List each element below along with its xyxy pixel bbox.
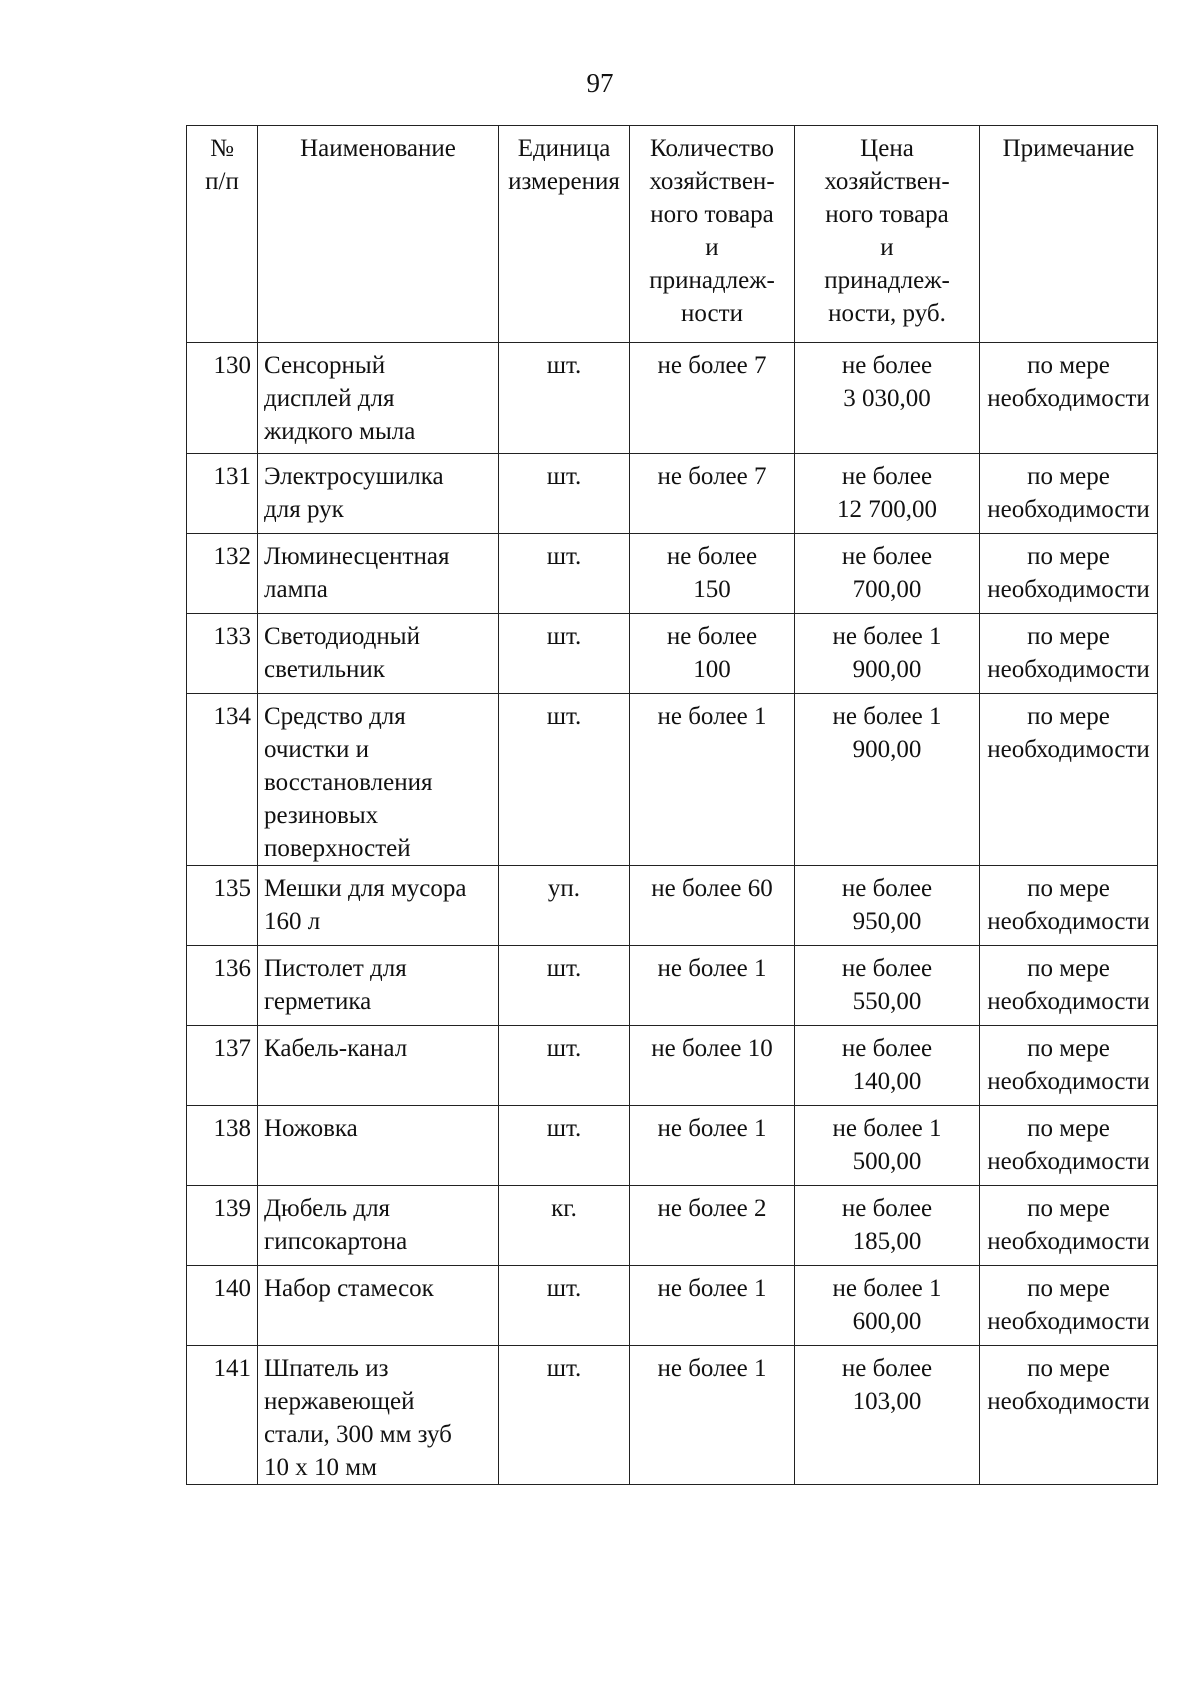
page-number: 97 bbox=[586, 68, 614, 98]
cell-quantity: не более 100 bbox=[630, 614, 795, 694]
cell-price: не более 700,00 bbox=[795, 534, 980, 614]
cell-note: по мере необходимости bbox=[980, 1266, 1158, 1346]
cell-unit: шт. bbox=[499, 534, 630, 614]
table-header-row bbox=[187, 126, 1158, 343]
cell-number: 130 bbox=[187, 343, 258, 454]
cell-note: по мере необходимости bbox=[980, 1186, 1158, 1266]
cell-number: 137 bbox=[187, 1026, 258, 1106]
cell-price: не более 140,00 bbox=[795, 1026, 980, 1106]
cell-note: по мере необходимости bbox=[980, 1106, 1158, 1186]
cell-quantity: не более 1 bbox=[630, 694, 795, 866]
cell-name: Набор стамесок bbox=[258, 1266, 499, 1346]
cell-name: Шпатель из нержавеющей стали, 300 мм зуб 10 х 10 мм bbox=[258, 1346, 499, 1485]
cell-note: по мере необходимости bbox=[980, 614, 1158, 694]
cell-number: 133 bbox=[187, 614, 258, 694]
cell-name: Мешки для мусора 160 л bbox=[258, 866, 499, 946]
cell-number: 135 bbox=[187, 866, 258, 946]
cell-quantity: не более 1 bbox=[630, 1346, 795, 1485]
cell-unit: кг. bbox=[499, 1186, 630, 1266]
cell-quantity: не более 7 bbox=[630, 343, 795, 454]
cell-price: не более 550,00 bbox=[795, 946, 980, 1026]
cell-price: не более 1 900,00 bbox=[795, 694, 980, 866]
cell-unit: шт. bbox=[499, 1266, 630, 1346]
cell-note: по мере необходимости bbox=[980, 343, 1158, 454]
cell-note: по мере необходимости bbox=[980, 1346, 1158, 1485]
cell-name: Ножовка bbox=[258, 1106, 499, 1186]
cell-price: не более 1 900,00 bbox=[795, 614, 980, 694]
table-row bbox=[187, 614, 1158, 694]
cell-price: не более 12 700,00 bbox=[795, 454, 980, 534]
cell-quantity: не более 2 bbox=[630, 1186, 795, 1266]
cell-quantity: не более 150 bbox=[630, 534, 795, 614]
table-row bbox=[187, 1186, 1158, 1266]
table-row bbox=[187, 1106, 1158, 1186]
table-row bbox=[187, 694, 1158, 866]
cell-quantity: не более 1 bbox=[630, 946, 795, 1026]
cell-unit: шт. bbox=[499, 694, 630, 866]
header-note: Примечание bbox=[980, 126, 1158, 343]
cell-number: 141 bbox=[187, 1346, 258, 1485]
table-row bbox=[187, 1266, 1158, 1346]
cell-quantity: не более 1 bbox=[630, 1266, 795, 1346]
table-row bbox=[187, 454, 1158, 534]
cell-unit: шт. bbox=[499, 614, 630, 694]
cell-number: 131 bbox=[187, 454, 258, 534]
cell-unit: шт. bbox=[499, 454, 630, 534]
cell-name: Сенсорный дисплей для жидкого мыла bbox=[258, 343, 499, 454]
cell-quantity: не более 1 bbox=[630, 1106, 795, 1186]
cell-note: по мере необходимости bbox=[980, 454, 1158, 534]
cell-note: по мере необходимости bbox=[980, 866, 1158, 946]
cell-number: 134 bbox=[187, 694, 258, 866]
cell-name: Средство для очистки и восстановления резиновых поверхностей bbox=[258, 694, 499, 866]
cell-name: Кабель-канал bbox=[258, 1026, 499, 1106]
cell-price: не более 185,00 bbox=[795, 1186, 980, 1266]
header-number: № п/п bbox=[187, 126, 258, 343]
goods-table bbox=[186, 125, 1158, 1485]
cell-unit: уп. bbox=[499, 866, 630, 946]
cell-note: по мере необходимости bbox=[980, 534, 1158, 614]
cell-note: по мере необходимости bbox=[980, 946, 1158, 1026]
cell-number: 132 bbox=[187, 534, 258, 614]
cell-price: не более 950,00 bbox=[795, 866, 980, 946]
table-row bbox=[187, 343, 1158, 454]
cell-note: по мере необходимости bbox=[980, 1026, 1158, 1106]
table-body bbox=[187, 343, 1158, 1485]
cell-name: Пистолет для герметика bbox=[258, 946, 499, 1026]
cell-unit: шт. bbox=[499, 1026, 630, 1106]
cell-price: не более 3 030,00 bbox=[795, 343, 980, 454]
table-row bbox=[187, 1346, 1158, 1485]
cell-note: по мере необходимости bbox=[980, 694, 1158, 866]
cell-price: не более 1 600,00 bbox=[795, 1266, 980, 1346]
table-row bbox=[187, 866, 1158, 946]
cell-number: 136 bbox=[187, 946, 258, 1026]
cell-name: Электросушилка для рук bbox=[258, 454, 499, 534]
cell-price: не более 1 500,00 bbox=[795, 1106, 980, 1186]
table-row bbox=[187, 946, 1158, 1026]
cell-unit: шт. bbox=[499, 946, 630, 1026]
cell-name: Светодиодный светильник bbox=[258, 614, 499, 694]
header-quantity: Количество хозяйствен- ного товара и принадлеж- ности bbox=[630, 126, 795, 343]
table-row bbox=[187, 1026, 1158, 1106]
table-row bbox=[187, 534, 1158, 614]
cell-unit: шт. bbox=[499, 343, 630, 454]
cell-number: 139 bbox=[187, 1186, 258, 1266]
cell-quantity: не более 10 bbox=[630, 1026, 795, 1106]
cell-unit: шт. bbox=[499, 1106, 630, 1186]
cell-price: не более 103,00 bbox=[795, 1346, 980, 1485]
cell-unit: шт. bbox=[499, 1346, 630, 1485]
cell-number: 138 bbox=[187, 1106, 258, 1186]
cell-quantity: не более 7 bbox=[630, 454, 795, 534]
cell-number: 140 bbox=[187, 1266, 258, 1346]
cell-name: Дюбель для гипсокартона bbox=[258, 1186, 499, 1266]
header-name: Наименование bbox=[258, 126, 499, 343]
cell-name: Люминесцентная лампа bbox=[258, 534, 499, 614]
header-unit: Единица измерения bbox=[499, 126, 630, 343]
header-price: Цена хозяйствен- ного товара и принадлеж- ности, руб. bbox=[795, 126, 980, 343]
cell-quantity: не более 60 bbox=[630, 866, 795, 946]
